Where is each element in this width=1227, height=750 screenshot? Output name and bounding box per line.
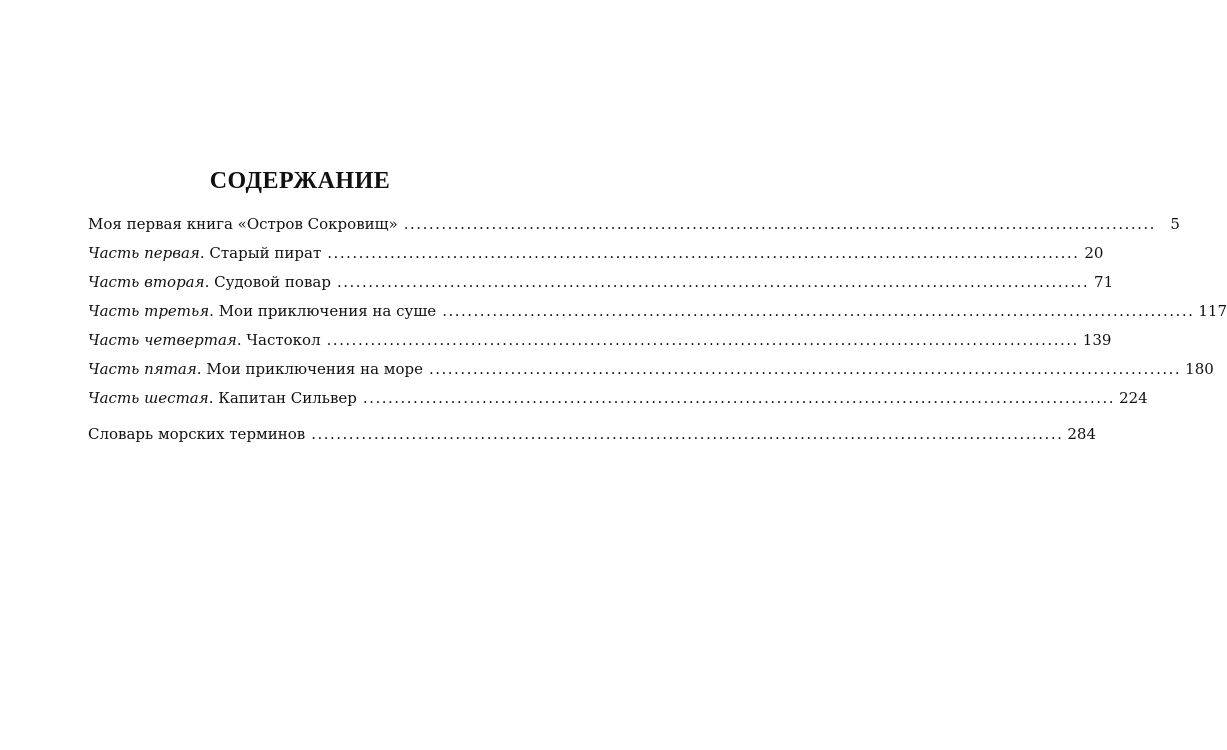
dot-leader: ........................................................................................................................ <box>442 302 1195 320</box>
part-separator: . <box>208 389 214 407</box>
dot-leader: ........................................................................................................................ <box>336 273 1090 291</box>
toc-entry <box>88 273 1114 302</box>
entry-label <box>88 273 331 291</box>
part-separator: . <box>209 302 214 320</box>
dot-leader: ........................................................................................................................ <box>311 425 1064 443</box>
chapter-title: Словарь морских терминов <box>88 425 306 443</box>
toc-entry <box>88 244 1104 273</box>
part-separator: . <box>236 331 242 349</box>
part-label: Часть первая <box>88 244 200 262</box>
entry-label <box>88 302 436 320</box>
toc-entry <box>88 425 1096 454</box>
page-number: 117 <box>1198 302 1227 320</box>
part-label: Часть третья <box>88 302 210 320</box>
entry-label <box>88 244 321 262</box>
part-label: Часть шестая <box>88 389 209 407</box>
part-label: Часть четвертая <box>88 331 237 349</box>
part-separator: . <box>199 244 205 262</box>
entry-label <box>88 215 398 233</box>
toc-entry <box>88 302 1227 331</box>
page-number: 180 <box>1185 360 1214 378</box>
dot-leader: ........................................................................................................................ <box>327 244 1080 262</box>
chapter-title: Судовой повар <box>214 273 331 291</box>
dot-leader: ........................................................................................................................ <box>428 360 1182 378</box>
toc-entry <box>88 389 1148 418</box>
dot-leader: ........................................................................................................................ <box>326 331 1079 349</box>
page-number: 139 <box>1082 331 1112 349</box>
chapter-title: Старый пират <box>209 244 322 262</box>
dot-leader: ........................................................................................................................ <box>362 389 1116 407</box>
page-number: 224 <box>1119 389 1148 407</box>
chapter-title: Мои приключения на море <box>206 360 423 378</box>
part-separator: . <box>204 273 210 291</box>
toc-entry <box>88 360 1214 389</box>
toc-entry <box>88 331 1112 360</box>
page-title: СОДЕРЖАНИЕ <box>209 168 391 194</box>
entry-label <box>88 425 305 443</box>
entry-label <box>88 331 321 349</box>
part-label: Часть вторая <box>88 273 205 291</box>
dot-leader: ........................................................................................................................ <box>403 215 1156 233</box>
toc-entry <box>88 215 1180 244</box>
part-label: Часть пятая <box>88 360 197 378</box>
page-number: 71 <box>1094 273 1114 291</box>
entry-label <box>88 360 423 378</box>
part-separator: . <box>196 360 202 378</box>
page-number: 20 <box>1084 244 1104 262</box>
entry-label <box>88 389 357 407</box>
chapter-title: Капитан Сильвер <box>218 389 357 407</box>
chapter-title: Мои приключения на суше <box>218 302 437 320</box>
chapter-title: Частокол <box>246 331 321 349</box>
chapter-title: Моя первая книга «Остров Сокровищ» <box>88 215 398 233</box>
page-number: 5 <box>1170 215 1180 233</box>
page-number: 284 <box>1067 425 1096 443</box>
table-of-contents <box>88 215 1227 454</box>
